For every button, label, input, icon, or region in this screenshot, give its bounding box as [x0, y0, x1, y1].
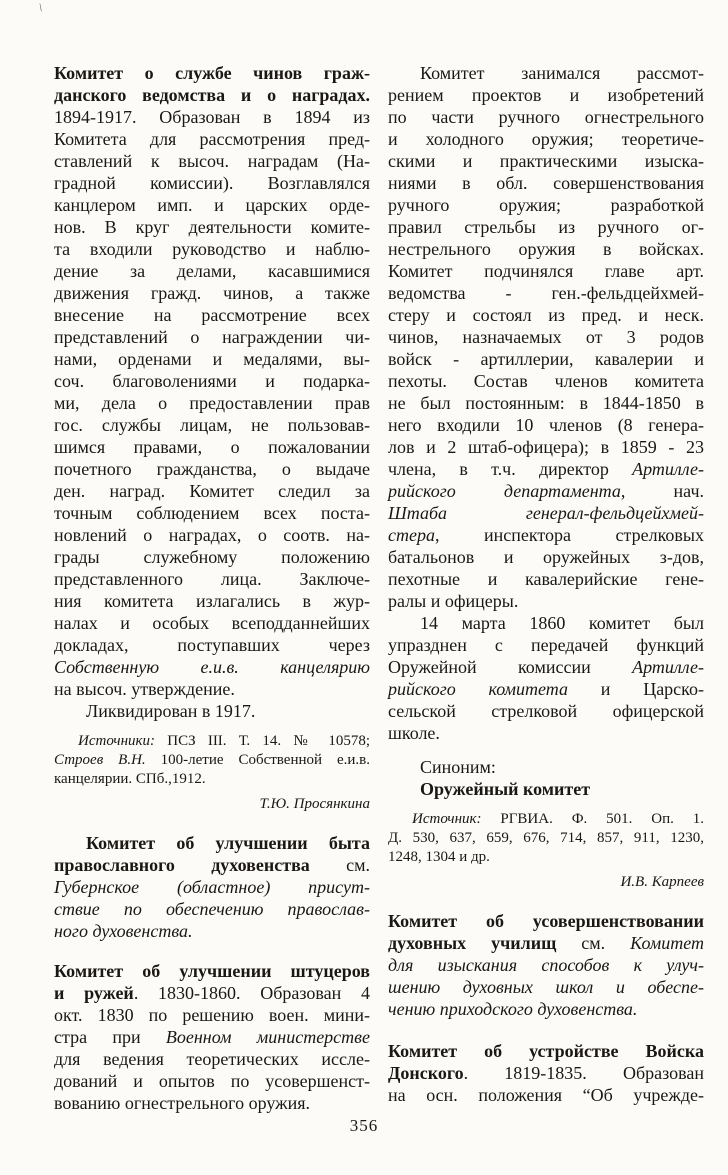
text-segment: Оружейный комитет [420, 779, 591, 799]
text-line [54, 795, 370, 814]
text-segment: Комитет об улучшении быта [86, 833, 370, 853]
text-segment: Комитет [630, 933, 704, 953]
text-segment: сельской стрелковой офицерской [388, 701, 704, 721]
text-segment: 1248, 1304 и др. [388, 849, 490, 865]
text-segment: стеру и состоял из пред. и неск. [388, 305, 704, 325]
text-segment: для ведения теоретических иссле- [54, 1049, 370, 1069]
text-line [388, 62, 704, 84]
text-segment: канцелярии. СПб.,1912. [54, 771, 206, 787]
text-segment: см. [346, 855, 370, 875]
text-line [388, 150, 704, 172]
text-segment: грады служебному положению [54, 547, 370, 567]
text-segment: войск - артиллерии, кавалерии и [388, 349, 704, 369]
text-segment: нов. В круг деятельности комите- [54, 217, 370, 237]
text-segment: Донского [388, 1063, 464, 1083]
text-line [388, 238, 704, 260]
text-segment: и Царско- [568, 679, 704, 699]
text-segment: 14 марта 1860 комитет был [420, 613, 704, 633]
text-line [54, 546, 370, 568]
text-segment: ПСЗ III. Т. 14. № 10578; [155, 733, 370, 749]
text-segment: данского ведомства и о наградах. [54, 85, 370, 105]
text-line [54, 436, 370, 458]
text-segment: новлений о наградах, о соотв. на- [54, 525, 370, 545]
text-line [388, 590, 704, 612]
text-segment: Синоним: [420, 757, 496, 777]
text-line [388, 128, 704, 150]
text-segment: . 1830-1860. Образован 4 [133, 983, 370, 1003]
text-segment: скими и практическими изыска- [388, 151, 704, 171]
text-line [54, 700, 370, 722]
text-segment: Комитет об усовершенствовании [388, 911, 704, 931]
text-line [388, 304, 704, 326]
text-line [388, 612, 704, 634]
text-segment: пехотные и кавалерийские гене- [388, 569, 704, 589]
text-line [54, 84, 370, 106]
text-segment: дований и опытов по усовершенст- [54, 1071, 370, 1091]
text-segment: стра при [54, 1027, 166, 1047]
text-segment: см. [581, 933, 631, 953]
text-segment: духовных училищ [388, 933, 582, 953]
text-segment: Комитета для рассмотрения пред- [54, 129, 370, 149]
text-line [388, 810, 704, 829]
text-line [388, 348, 704, 370]
text-segment: вованию огнестрельного оружия. [54, 1093, 310, 1113]
text-segment: Комитет занимался рассмот- [420, 63, 704, 83]
text-segment: канцлером имп. и царских орде- [54, 195, 370, 215]
text-segment: рением проектов и изобретений [388, 85, 704, 105]
text-line [388, 976, 704, 998]
right-column [388, 62, 704, 1114]
text-segment: шимся правами, о пожаловании [54, 437, 370, 457]
text-line [54, 1026, 370, 1048]
text-segment: чению приходского духовенства. [388, 999, 638, 1019]
text-line [54, 920, 370, 942]
text-line [54, 1092, 370, 1114]
text-segment: лов и 2 штаб-офицера); в 1859 - 23 [388, 437, 704, 457]
text-segment: , инспектора стрелковых [434, 525, 704, 545]
text-segment: Артилле- [632, 459, 704, 479]
text-segment: . 1819-1835. Образован [463, 1063, 704, 1083]
text-line [54, 326, 370, 348]
text-line [54, 458, 370, 480]
text-line [388, 84, 704, 106]
text-segment: ставлений к высоч. наградам (На- [54, 151, 370, 171]
text-segment: него входили 10 членов (8 генера- [388, 415, 704, 435]
text-segment: Т.Ю. Просянкина [259, 796, 370, 812]
text-line [54, 770, 370, 789]
text-line [388, 873, 704, 892]
text-line [388, 370, 704, 392]
text-segment: Д. 530, 637, 659, 676, 714, 857, 911, 1230, [388, 830, 704, 846]
text-line [54, 656, 370, 678]
text-segment: ралы и офицеры. [388, 591, 519, 611]
text-segment: чинов, назначаемых от 3 родов [388, 327, 704, 347]
text-line [54, 414, 370, 436]
text-line [54, 751, 370, 770]
text-segment: рийского департамента [388, 481, 621, 501]
text-segment: ведомства - ген.-фельдцейхмей- [388, 283, 704, 303]
text-line [54, 62, 370, 84]
text-segment: пехоты. Состав членов комитета [388, 371, 704, 391]
text-line [388, 282, 704, 304]
text-segment: 100-летие Собственной е.и.в. [145, 752, 370, 768]
text-segment: Оружейной комиссии [388, 657, 633, 677]
text-line [388, 722, 704, 744]
text-segment: школе. [388, 723, 440, 743]
text-segment: дение за делами, касавшимися [54, 261, 370, 281]
text-line [54, 392, 370, 414]
text-line [54, 150, 370, 172]
text-segment: Комитет об улучшении штуцеров [54, 961, 370, 981]
text-line [388, 414, 704, 436]
text-segment: И.В. Карпеев [620, 874, 704, 890]
text-segment: Штаба генерал-фельдцейхмей- [388, 503, 704, 523]
text-line [54, 960, 370, 982]
text-segment: и ружей [54, 983, 134, 1003]
text-line [388, 1040, 704, 1062]
text-segment: шению духовных школ и обеспе- [388, 977, 704, 997]
text-line [388, 106, 704, 128]
text-line [388, 910, 704, 932]
text-segment: внесение на рассмотрение всех [54, 305, 370, 325]
text-line [54, 282, 370, 304]
text-line [388, 756, 704, 778]
text-line [54, 304, 370, 326]
text-segment: представленного лица. Заключе- [54, 569, 370, 589]
text-segment: ного духовенства. [54, 921, 193, 941]
corner-mark: \ [38, 1, 43, 15]
text-line [54, 106, 370, 128]
text-segment: та входили руководство и наблю- [54, 239, 370, 259]
text-segment: не был постоянным: в 1844-1850 в [388, 393, 704, 413]
text-line [388, 458, 704, 480]
text-line [388, 848, 704, 867]
text-segment: Военном министерстве [165, 1027, 370, 1047]
text-segment: нестрельного оружия в войсках. [388, 239, 704, 259]
text-line [54, 260, 370, 282]
text-segment: окт. 1830 по решению воен. мини- [54, 1005, 370, 1025]
text-line [54, 732, 370, 751]
text-line [388, 502, 704, 524]
text-line [388, 216, 704, 238]
text-line [54, 216, 370, 238]
text-segment: соч. благоволениями и подарка- [54, 371, 370, 391]
text-segment: Комитет подчинялся главе арт. [388, 261, 704, 281]
text-segment: РГВИА. Ф. 501. Оп. 1. [481, 811, 704, 827]
text-line [54, 854, 370, 876]
text-line [388, 326, 704, 348]
text-segment: почетного гражданства, о выдаче [54, 459, 370, 479]
text-line [388, 932, 704, 954]
text-line [54, 678, 370, 700]
text-segment: ния комитета излагались в жур- [54, 591, 370, 611]
text-segment: 1894-1917. Образован в 1894 из [54, 107, 370, 127]
text-segment: на высоч. утверждение. [54, 679, 235, 699]
text-segment: градной комиссии). Возглавлялся [54, 173, 370, 193]
text-line [388, 1084, 704, 1106]
text-line [388, 568, 704, 590]
text-segment: ми, дела о предоставлении прав [54, 393, 370, 413]
text-line [54, 370, 370, 392]
text-line [388, 524, 704, 546]
page-number: 356 [349, 1116, 379, 1135]
text-line [388, 778, 704, 800]
text-segment: нами, орденами и медалями, вы- [54, 349, 370, 369]
text-line [54, 612, 370, 634]
text-line [388, 172, 704, 194]
text-line [54, 832, 370, 854]
text-line [54, 634, 370, 656]
text-segment: Комитет о службе чинов граж- [54, 63, 370, 83]
text-segment: ден. наград. Комитет следил за [54, 481, 370, 501]
text-segment: православного духовенства [54, 855, 347, 875]
text-segment: батальонов и оружейных з-дов, [388, 547, 704, 567]
text-segment: Строев В.Н. [54, 752, 146, 768]
left-column [54, 62, 370, 1114]
text-line [388, 634, 704, 656]
text-line [388, 436, 704, 458]
text-segment: рийского комитета [388, 679, 569, 699]
text-segment: ствие по обеспечению православ- [54, 899, 370, 919]
text-segment: точным соблюдением всех поста- [54, 503, 370, 523]
text-line [54, 194, 370, 216]
text-line [54, 568, 370, 590]
text-line [388, 480, 704, 502]
text-segment: стера [388, 525, 435, 545]
text-segment: Комитет об устройстве Войска [388, 1041, 704, 1061]
text-segment: Артилле- [632, 657, 704, 677]
text-line [388, 1062, 704, 1084]
text-segment: ручного оружия; разработкой [388, 195, 704, 215]
text-line [388, 954, 704, 976]
text-segment: Источники: [78, 733, 156, 749]
text-line [54, 1048, 370, 1070]
text-segment: и холодного оружия; теоретиче- [388, 129, 704, 149]
text-line [54, 898, 370, 920]
text-line [388, 998, 704, 1020]
text-line [54, 1004, 370, 1026]
text-segment: ниями в обл. совершенствования [388, 173, 704, 193]
text-segment: движения гражд. чинов, а также [54, 283, 370, 303]
text-segment: по части ручного огнестрельного [388, 107, 704, 127]
text-line [54, 128, 370, 150]
text-line [388, 392, 704, 414]
text-columns [54, 62, 704, 1114]
text-line [54, 238, 370, 260]
text-line [54, 502, 370, 524]
text-line [54, 480, 370, 502]
text-line [388, 194, 704, 216]
text-segment: налах и особых всеподданнейших [54, 613, 370, 633]
text-line [54, 172, 370, 194]
text-segment: правил стрельбы из ручного ог- [388, 217, 704, 237]
text-segment: представлений о награждении чи- [54, 327, 370, 347]
text-segment: для изыскания способов к улуч- [388, 955, 704, 975]
text-segment: упразднен с передачей функций [388, 635, 704, 655]
text-line [388, 656, 704, 678]
text-line [54, 524, 370, 546]
text-line [54, 1070, 370, 1092]
text-line [54, 876, 370, 898]
text-segment: докладах, поступавших через [54, 635, 370, 655]
text-segment: на осн. положения “Об учрежде- [388, 1085, 704, 1105]
text-line [388, 678, 704, 700]
text-segment: , нач. [620, 481, 704, 501]
text-line [388, 260, 704, 282]
text-segment: Ликвидирован в 1917. [86, 701, 256, 721]
text-segment: Губернское (областное) присут- [54, 877, 370, 897]
text-line [388, 829, 704, 848]
text-line [54, 590, 370, 612]
text-segment: члена, в т.ч. директор [388, 459, 633, 479]
text-segment: гос. службы лицам, не пользовав- [54, 415, 370, 435]
text-segment: Источник: [412, 811, 482, 827]
text-line [388, 700, 704, 722]
text-line [54, 982, 370, 1004]
text-line [54, 348, 370, 370]
text-line [388, 546, 704, 568]
text-segment: Собственную е.и.в. канцелярию [54, 657, 370, 677]
